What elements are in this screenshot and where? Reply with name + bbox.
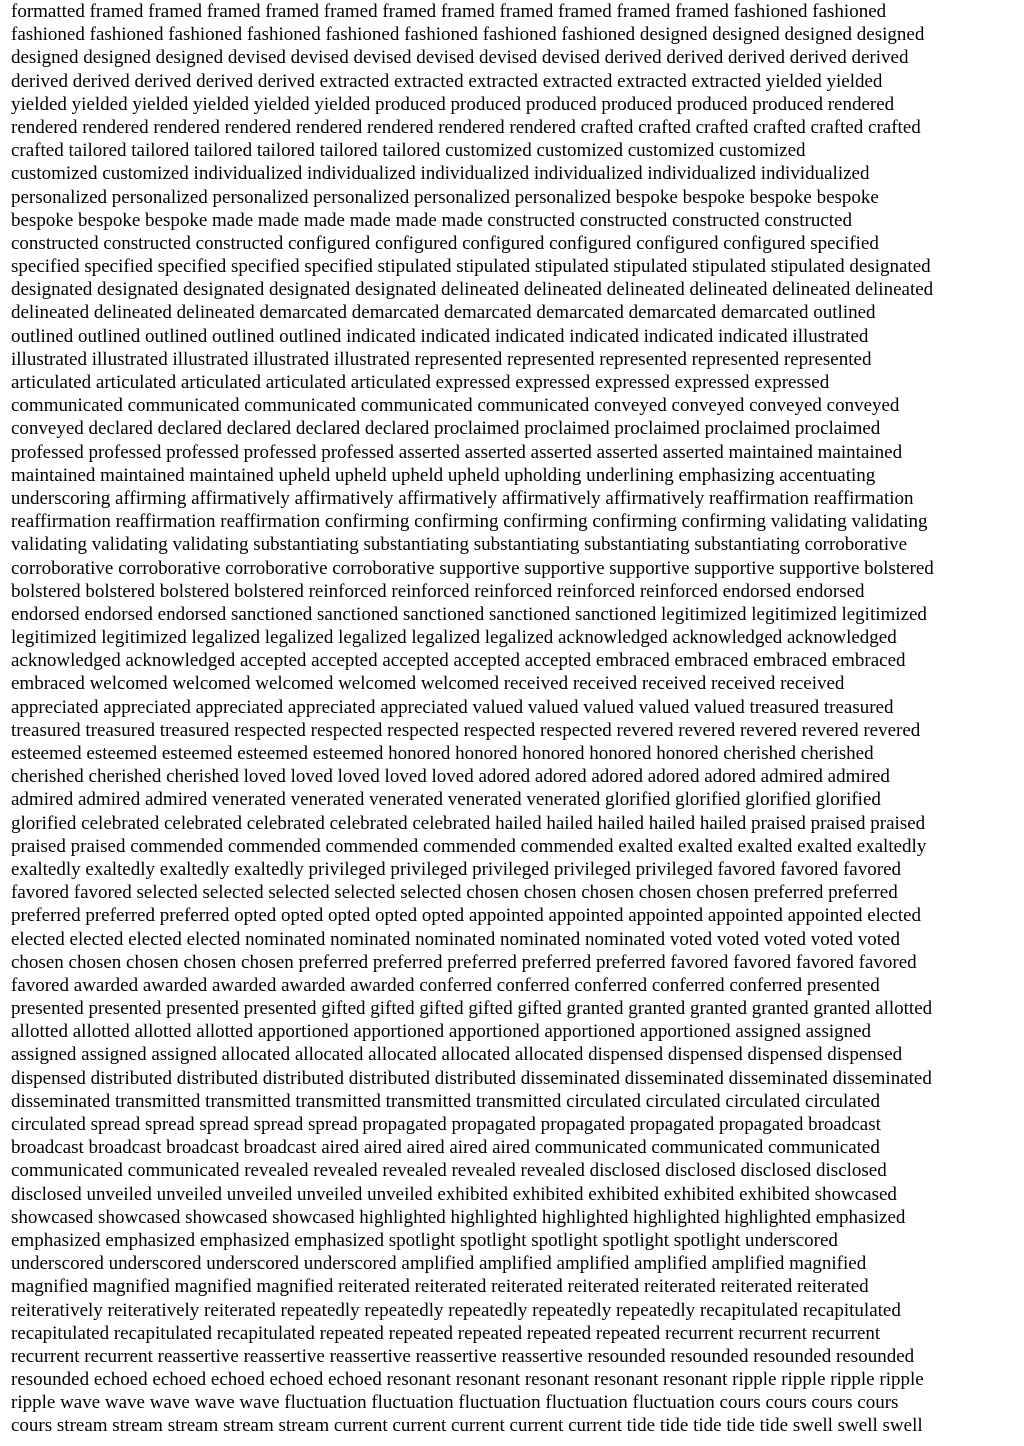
text-line: communicated communicated revealed revealed revealed revealed revealed disclosed disclosed disclosed disclosed xyxy=(11,1160,887,1182)
text-line: recapitulated recapitulated recapitulated repeated repeated repeated repeated repeated recurrent recurrent recurrent xyxy=(11,1322,881,1344)
text-line: specified specified specified specified specified stipulated stipulated stipulated stipulated stipulated stipulated designated xyxy=(11,256,931,278)
text-line: cours stream stream stream stream stream current current current current current tide tide tide tide tide swell swell swell xyxy=(11,1415,923,1437)
text-line: dispensed distributed distributed distributed distributed distributed disseminated disseminated disseminated disseminated xyxy=(11,1067,932,1089)
text-line: glorified celebrated celebrated celebrated celebrated celebrated hailed hailed hailed hailed hailed praised praised praised xyxy=(11,812,926,834)
text-line: conveyed declared declared declared declared declared proclaimed proclaimed proclaimed proclaimed proclaimed xyxy=(11,418,881,440)
text-line: disseminated transmitted transmitted transmitted transmitted transmitted circulated circulated circulated circulated xyxy=(11,1090,880,1112)
text-line: showcased showcased showcased showcased highlighted highlighted highlighted highlighted highlighted emphasized xyxy=(11,1206,906,1228)
text-line: treasured treasured treasured respected respected respected respected respected revered revered revered revered revered xyxy=(11,719,921,741)
text-line: personalized personalized personalized personalized personalized personalized bespoke bespoke bespoke bespoke xyxy=(11,186,879,208)
text-line: communicated communicated communicated communicated communicated conveyed conveyed conveyed conveyed xyxy=(11,395,900,417)
text-line: allotted allotted allotted allotted apportioned apportioned apportioned apportioned apportioned assigned assigned xyxy=(11,1021,872,1043)
text-line: appreciated appreciated appreciated appreciated appreciated valued valued valued valued valued treasured treasured xyxy=(11,696,894,718)
text-line: derived derived derived derived derived extracted extracted extracted extracted extracted extracted yielded yielded xyxy=(11,70,883,92)
text-line: bolstered bolstered bolstered bolstered reinforced reinforced reinforced reinforced reinforced endorsed endorsed xyxy=(11,580,865,602)
text-line: magnified magnified magnified magnified reiterated reiterated reiterated reiterated reiterated reiterated reiterated xyxy=(11,1276,869,1298)
text-line: favored awarded awarded awarded awarded awarded conferred conferred conferred conferred conferred presented xyxy=(11,974,880,996)
text-line: customized customized individualized individualized individualized individualized individualized individualized xyxy=(11,163,870,185)
text-line: underscored underscored underscored underscored amplified amplified amplified amplified amplified magnified xyxy=(11,1253,867,1275)
text-line: favored favored selected selected selected selected selected chosen chosen chosen chosen chosen preferred preferred xyxy=(11,882,898,904)
text-line: outlined outlined outlined outlined outlined indicated indicated indicated indicated indicated indicated illustrated xyxy=(11,325,869,347)
text-line: emphasized emphasized emphasized emphasized spotlight spotlight spotlight spotlight spotlight underscored xyxy=(11,1229,838,1251)
text-line: rendered rendered rendered rendered rendered rendered rendered rendered crafted crafted crafted crafted crafted crafted xyxy=(11,116,921,138)
text-line: fashioned fashioned fashioned fashioned fashioned fashioned fashioned fashioned designed designed designed designed xyxy=(11,24,925,46)
text-line: illustrated illustrated illustrated illustrated illustrated represented represented represented represented represented xyxy=(11,348,872,370)
text-line: praised praised commended commended commended commended commended exalted exalted exalted exalted exaltedly xyxy=(11,835,927,857)
text-line: legitimized legitimized legalized legalized legalized legalized legalized acknowledged acknowledged acknowledged xyxy=(11,627,897,649)
text-line: assigned assigned assigned allocated allocated allocated allocated allocated dispensed dispensed dispensed dispensed xyxy=(11,1044,903,1066)
text-line: delineated delineated delineated demarcated demarcated demarcated demarcated demarcated demarcated outlined xyxy=(11,302,876,324)
text-line: designed designed designed devised devised devised devised devised devised derived derived derived derived derived xyxy=(11,47,909,69)
text-line: admired admired admired venerated venerated venerated venerated venerated glorified glorified glorified glorified xyxy=(11,789,881,811)
text-line: embraced welcomed welcomed welcomed welcomed welcomed received received received received received xyxy=(11,673,845,695)
text-line: maintained maintained maintained upheld upheld upheld upheld upholding underlining emphasizing accentuating xyxy=(11,464,876,486)
text-line: presented presented presented presented gifted gifted gifted gifted gifted granted granted granted granted granted allotted xyxy=(11,998,933,1020)
text-line: acknowledged acknowledged accepted accepted accepted accepted accepted embraced embraced embraced embraced xyxy=(11,650,906,672)
text-line: broadcast broadcast broadcast broadcast aired aired aired aired aired communicated communicated communicated xyxy=(11,1137,880,1159)
text-line: constructed constructed constructed configured configured configured configured configured configured specified xyxy=(11,232,879,254)
text-line: reaffirmation reaffirmation reaffirmation confirming confirming confirming confirming confirming validating validating xyxy=(11,511,928,533)
text-line: underscoring affirming affirmatively affirmatively affirmatively affirmatively affirmatively reaffirmation reaffirmation xyxy=(11,487,914,509)
text-line: designated designated designated designated designated delineated delineated delineated delineated delineated delineated xyxy=(11,279,934,301)
text-line: esteemed esteemed esteemed esteemed esteemed honored honored honored honored honored cherished cherished xyxy=(11,743,874,764)
text-line: yielded yielded yielded yielded yielded yielded produced produced produced produced produced produced rendered xyxy=(11,93,895,115)
text-line: validating validating validating substantiating substantiating substantiating substantiating substantiating corroborative xyxy=(11,534,908,556)
text-line: professed professed professed professed professed asserted asserted asserted asserted asserted maintained maintained xyxy=(11,441,903,463)
text-line: circulated spread spread spread spread spread propagated propagated propagated propagated propagated broadcast xyxy=(11,1114,881,1135)
text-line: reiteratively reiteratively reiterated repeatedly repeatedly repeatedly repeatedly repeatedly recapitulated recapitulated xyxy=(11,1299,901,1321)
text-line: disclosed unveiled unveiled unveiled unveiled unveiled exhibited exhibited exhibited exhibited exhibited showcased xyxy=(11,1183,897,1205)
text-line: articulated articulated articulated articulated articulated expressed expressed expressed expressed expressed xyxy=(11,372,830,393)
text-line: corroborative corroborative corroborative corroborative supportive supportive supportive supportive supportive bolstered xyxy=(11,557,934,579)
text-line: bespoke bespoke bespoke made made made made made made constructed constructed constructed constructed xyxy=(11,209,852,231)
text-line: elected elected elected elected nominated nominated nominated nominated nominated voted voted voted voted voted xyxy=(11,928,900,950)
text-line: recurrent recurrent reassertive reassertive reassertive reassertive reassertive resounded resounded resounded resounded xyxy=(11,1345,915,1367)
text-line: exaltedly exaltedly exaltedly exaltedly privileged privileged privileged privileged privileged favored favored favored xyxy=(11,858,902,880)
text-line: preferred preferred preferred opted opted opted opted opted appointed appointed appointed appointed appointed elected xyxy=(11,905,922,927)
text-line: endorsed endorsed endorsed sanctioned sanctioned sanctioned sanctioned sanctioned legitimized legitimized legitimized xyxy=(11,603,927,625)
text-line: ripple wave wave wave wave wave fluctuation fluctuation fluctuation fluctuation fluctuation cours cours cours cours xyxy=(11,1392,899,1414)
text-line: cherished cherished cherished loved loved loved loved loved adored adored adored adored adored admired admired xyxy=(11,766,890,788)
text-line: crafted tailored tailored tailored tailored tailored tailored customized customized customized customized xyxy=(11,140,806,162)
text-line: resounded echoed echoed echoed echoed echoed resonant resonant resonant resonant resonant ripple ripple ripple ripple xyxy=(11,1369,924,1391)
text-line: chosen chosen chosen chosen chosen preferred preferred preferred preferred preferred favored favored favored favored xyxy=(11,951,917,973)
text-line: formatted framed framed framed framed framed framed framed framed framed framed framed fashioned fashioned xyxy=(11,1,887,22)
